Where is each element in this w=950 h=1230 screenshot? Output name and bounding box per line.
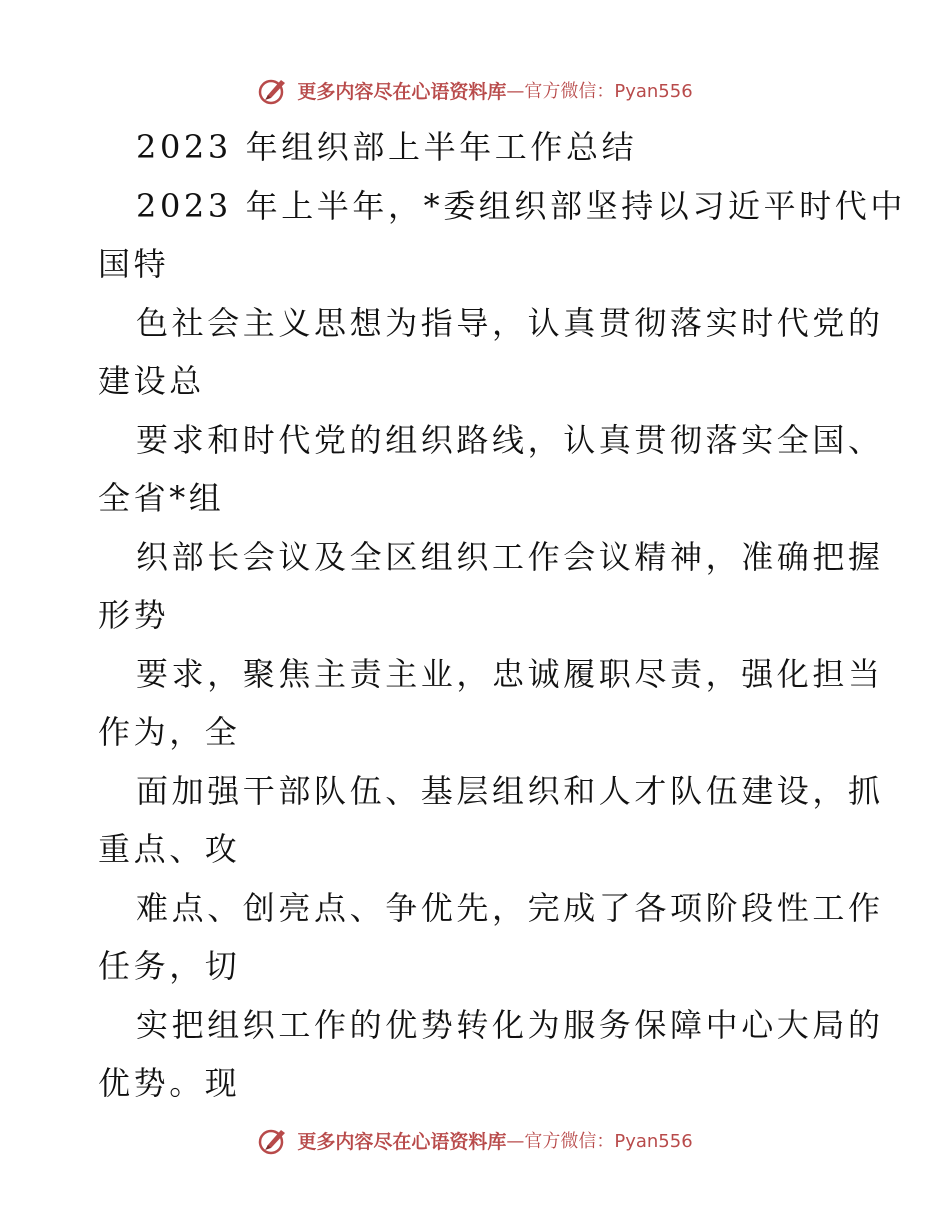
paragraph-line: 实把组织工作的优势转化为服务保障中心大局的 bbox=[136, 1005, 884, 1044]
document-title: 2023 年组织部上半年工作总结 bbox=[136, 128, 638, 166]
paragraph-line: 任务，切 bbox=[98, 947, 241, 985]
quill-pen-logo-icon bbox=[257, 1124, 289, 1156]
paragraph-line: 作为，全 bbox=[98, 713, 241, 751]
footer-banner-wechat: —官方微信：Pyan556 bbox=[506, 1131, 693, 1152]
header-banner-wechat: —官方微信：Pyan556 bbox=[506, 81, 693, 102]
header-banner-text: 更多内容尽在心语资料库 bbox=[297, 80, 507, 103]
paragraph-line: 织部长会议及全区组织工作会议精神，准确把握 bbox=[136, 537, 884, 576]
paragraph-line: 全省*组 bbox=[98, 479, 225, 517]
paragraph-line: 面加强干部队伍、基层组织和人才队伍建设，抓 bbox=[136, 771, 884, 810]
paragraph-line: 2023 年上半年，*委组织部坚持以习近平时代中 bbox=[136, 186, 907, 225]
paragraph-line: 要求和时代党的组织路线，认真贯彻落实全国、 bbox=[136, 420, 884, 459]
footer-banner-text: 更多内容尽在心语资料库 bbox=[297, 1130, 507, 1153]
header-watermark-banner bbox=[0, 68, 950, 112]
footer-watermark-banner bbox=[0, 1118, 950, 1162]
paragraph-line: 建设总 bbox=[98, 362, 205, 400]
paragraph-line: 色社会主义思想为指导，认真贯彻落实时代党的 bbox=[136, 303, 884, 342]
paragraph-line: 重点、攻 bbox=[98, 830, 241, 868]
paragraph-line: 国特 bbox=[98, 245, 170, 283]
paragraph-line: 形势 bbox=[98, 596, 170, 634]
paragraph-line: 要求，聚焦主责主业，忠诚履职尽责，强化担当 bbox=[136, 654, 884, 693]
paragraph-line: 难点、创亮点、争优先，完成了各项阶段性工作 bbox=[136, 888, 884, 927]
document-body bbox=[98, 118, 907, 1113]
paragraph-line: 优势。现 bbox=[98, 1064, 241, 1102]
quill-pen-logo-icon bbox=[257, 74, 289, 106]
